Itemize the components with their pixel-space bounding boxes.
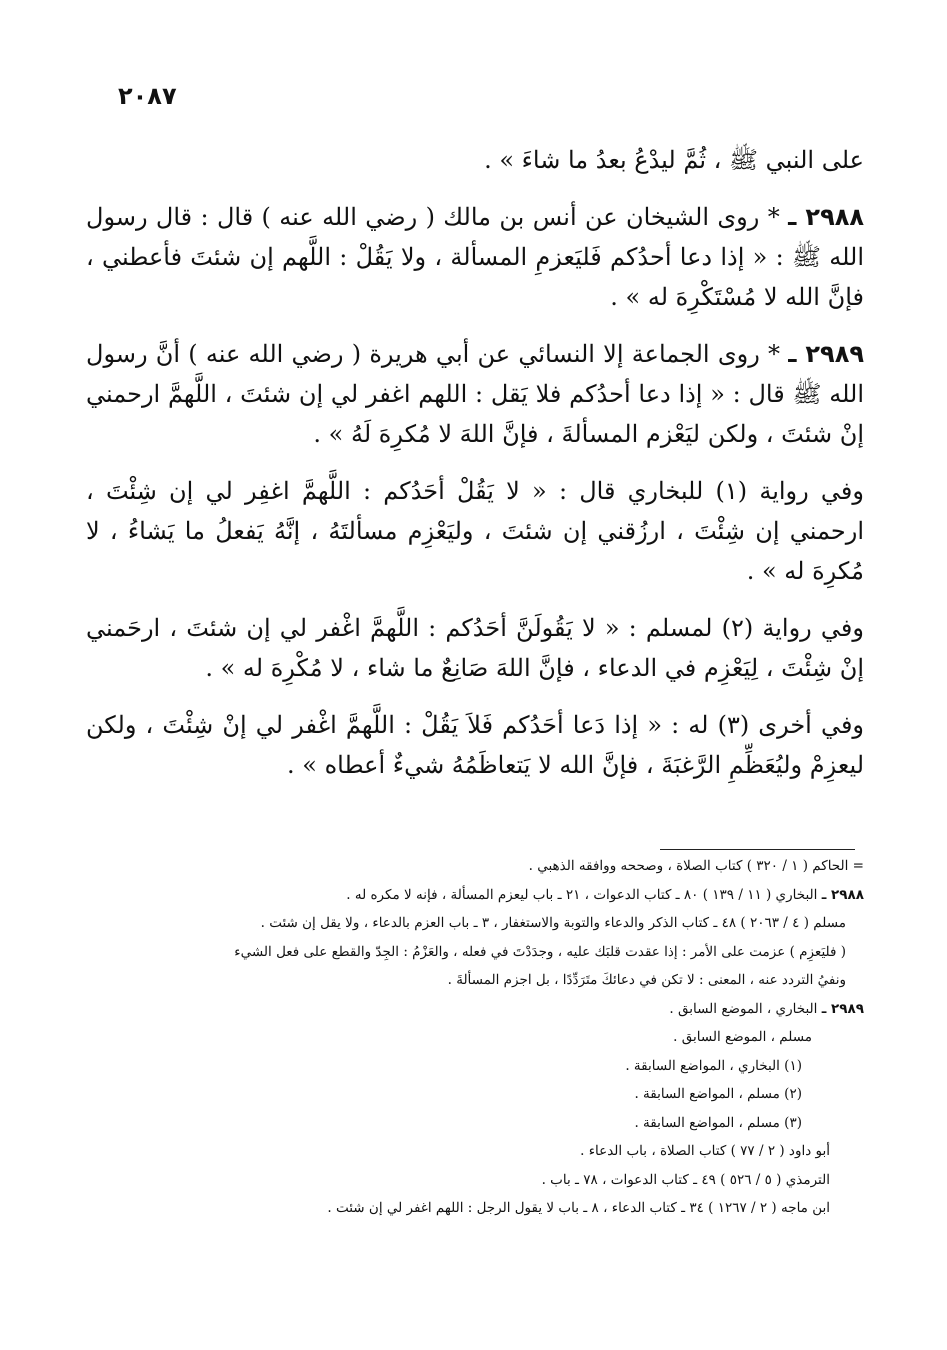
footnote-text: مسلم ( ٤ / ٢٠٦٣ ) ٤٨ ـ كتاب الذكر والدعاء والتوبة والاستغفار ، ٣ ـ باب العزم بالدعاء ، ولا يقل إن شئت . — [260, 915, 846, 931]
footnote-line — [86, 938, 864, 967]
footnote-line — [86, 966, 864, 995]
footnote-text: ابن ماجه ( ٢ / ١٢٦٧ ) ٣٤ ـ كتاب الدعاء ، ٨ ـ باب لا يقول الرجل : اللهم اغفر لي إن شئت . — [327, 1200, 830, 1216]
footnote-text: ونفيُ التردد عنه ، المعنى : لا تكن في دعائكَ متَرَدِّدًا ، بل اجزم المسألةَ . — [447, 972, 846, 988]
footnote-number: ٢٩٨٨ ـ — [821, 886, 864, 903]
paragraph-text: * روى الشيخان عن أنس بن مالك ( رضي الله عنه ) قال : قال رسول الله ﷺ : « إذا دعا أحدُكم فَليَعزمِ المسألة ، ولا يَقُلْ : اللَّهم إن شئتَ فأعطني ، فإنَّ الله لا مُسْتَكْرِهَ له » . — [86, 203, 864, 311]
footnote-text: أبو داود ( ٢ / ٧٧ ) كتاب الصلاة ، باب الدعاء . — [580, 1143, 830, 1159]
footnote-line — [86, 881, 864, 910]
footnote-line — [86, 909, 864, 938]
footnote-text: مسلم ، الموضع السابق . — [673, 1029, 812, 1045]
footnote-text: (٣) مسلم ، المواضع السابقة . — [634, 1114, 802, 1131]
footnote-line — [86, 995, 864, 1024]
footnote-divider — [660, 849, 855, 850]
paragraph-hadith-2989 — [86, 334, 864, 454]
footnote-line — [86, 1137, 864, 1166]
paragraph-text: وفي رواية (٢) لمسلم : « لا يَقُولَنَّ أحَدُكم : اللَّهمَّ اغْفر لي إن شئتَ ، ارحَمني إنْ شِئْتَ ، لِيَعْزِم في الدعاء ، فإنَّ اللهَ صَانِعٌ ما شاء ، لا مُكْرِهَ له » . — [86, 614, 864, 682]
footnote-text: (١) البخاري ، المواضع السابقة . — [625, 1057, 802, 1074]
paragraph-text: وفي أخرى (٣) له : « إذا دَعا أحَدُكم فَلاَ يَقُلْ : اللَّهمَّ اغْفر لي إنْ شِئْتَ ، ولكن ليعزِمْ وليُعَظِّمِ الرَّغبَةَ ، فإنَّ الله لا يَتعاظَمُهُ شيءٌ أعطاه » . — [86, 711, 865, 779]
hadith-number: ٢٩٨٨ ـ — [788, 203, 865, 231]
paragraph — [86, 705, 864, 785]
paragraph-text: وفي رواية (١) للبخاري قال : « لا يَقُلْ أحَدُكم : اللَّهمَّ اغفِر لي إن شِئْتَ ، ارحمني إن شِئْتَ ، ارزُقني إن شئتَ ، وليَعْزِم مسألتَهُ ، إنَّهُ يَفعلُ ما يَشاءُ ، لا مُكرِهَ له » . — [86, 477, 864, 585]
footnote-line — [86, 1194, 864, 1223]
footnote-number: ٢٩٨٩ ـ — [821, 1000, 864, 1017]
footnote-text: = الحاكم ( ١ / ٣٢٠ ) كتاب الصلاة ، وصححه ووافقه الذهبي . — [528, 858, 864, 874]
paragraph-hadith-2988 — [86, 197, 864, 317]
footnote-line — [86, 1052, 864, 1081]
footnote-text: ( فليَعزِم ) عزمت على الأمر : إذا عقدت قلبَك عليه ، وجدَدْتَ في فعله ، والعَزْمُ : الجِدّ والقطع على فعل الشيء — [234, 943, 846, 960]
paragraph — [86, 608, 864, 688]
footnotes — [86, 852, 864, 1223]
footnote-text: (٢) مسلم ، المواضع السابقة . — [634, 1086, 802, 1102]
page-number: ٢٠٨٧ — [118, 82, 177, 110]
paragraph — [86, 140, 864, 180]
footnote-text: البخاري ، الموضع السابق . — [669, 1000, 818, 1017]
paragraph-text: على النبي ﷺ ، ثُمَّ ليدْعُ بعدُ ما شاءَ » . — [484, 146, 864, 174]
hadith-number: ٢٩٨٩ ـ — [788, 340, 864, 368]
footnote-line — [86, 1023, 864, 1052]
footnote-line — [86, 1166, 864, 1195]
main-text — [86, 140, 864, 802]
footnote-text: الترمذي ( ٥ / ٥٢٦ ) ٤٩ ـ كتاب الدعوات ، ٧٨ ـ باب . — [541, 1171, 830, 1188]
paragraph — [86, 471, 864, 591]
footnote-text: البخاري ( ١١ / ١٣٩ ) ٨٠ ـ كتاب الدعوات ، ٢١ ـ باب ليعزم المسألة ، فإنه لا مكره له . — [346, 886, 818, 903]
paragraph-text: * روى الجماعة إلا النسائي عن أبي هريرة ( رضي الله عنه ) أنَّ رسول الله ﷺ قال : « إذا دعا أحدُكم فلا يَقل : اللهم اغفر لي إن شئتَ ، اللَّهمَّ ارحمني إنْ شئتَ ، ولكن ليَعْزم المسألةَ ، فإنَّ اللهَ لا مُكرِهَ لَهُ » . — [86, 340, 865, 448]
footnote-line — [86, 1109, 864, 1138]
footnote-line — [86, 1080, 864, 1109]
footnote-line — [86, 852, 864, 881]
